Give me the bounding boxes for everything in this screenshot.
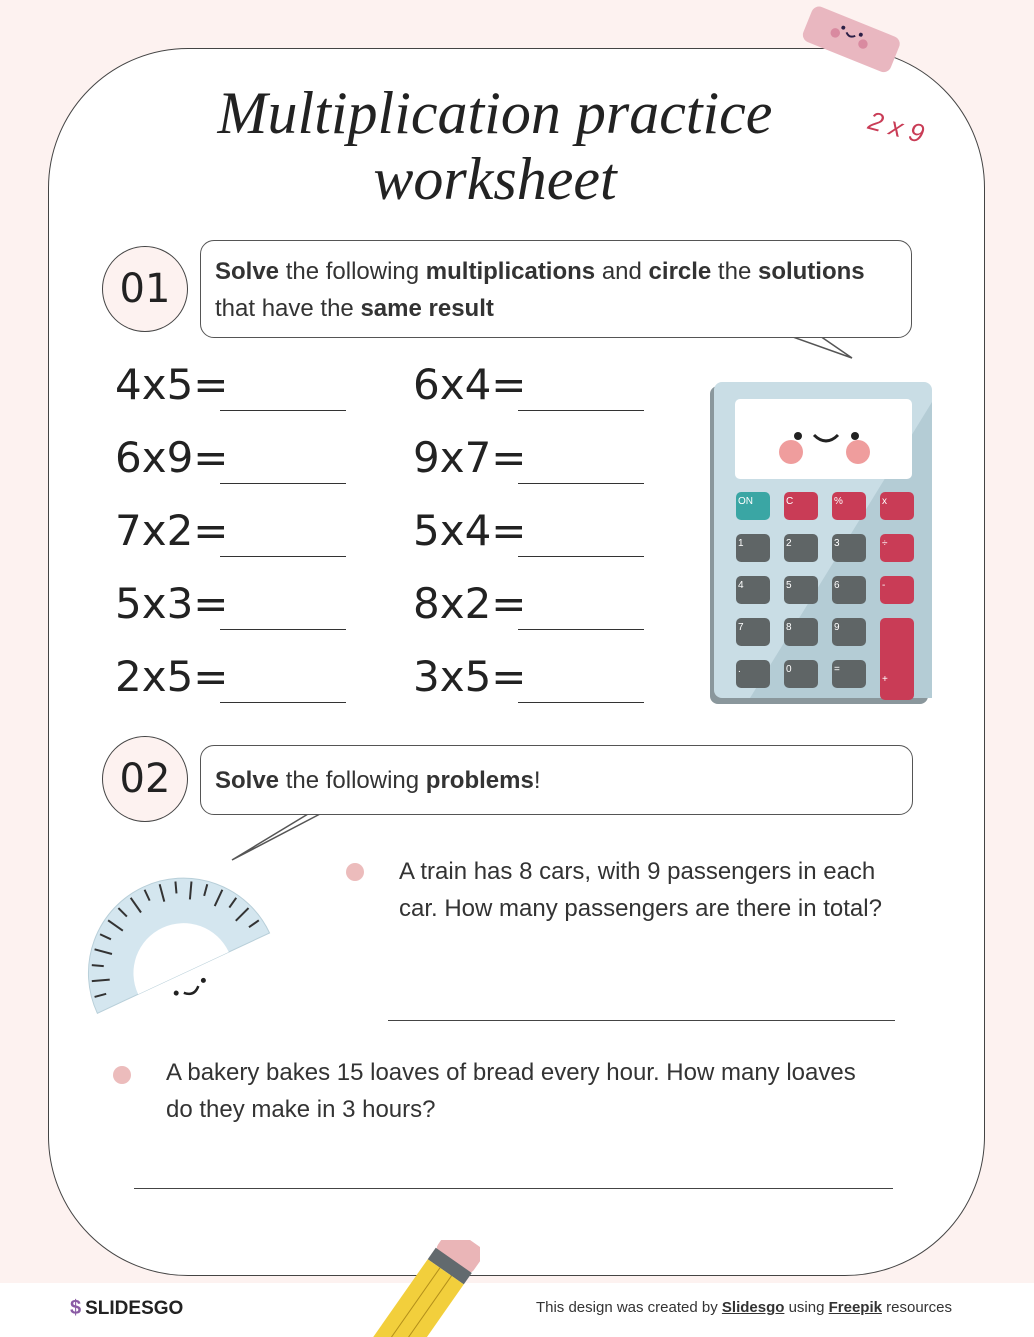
instruction-fragment: that have the bbox=[215, 295, 361, 322]
calculator-key-label: 8 bbox=[786, 622, 792, 633]
calculator-key-label: % bbox=[834, 496, 843, 507]
slidesgo-logo[interactable] bbox=[70, 1297, 183, 1320]
instruction-fragment: the following bbox=[279, 767, 426, 794]
answer-line[interactable] bbox=[518, 629, 644, 630]
instruction-fragment: the following bbox=[279, 258, 426, 285]
calculator-key-label: 3 bbox=[834, 538, 840, 549]
pencil-illustration bbox=[320, 1240, 480, 1337]
calculator-key-label: - bbox=[882, 580, 886, 591]
instruction-fragment: same result bbox=[360, 295, 494, 322]
calculator-key-label: ÷ bbox=[882, 538, 888, 549]
eraser-illustration bbox=[796, 2, 906, 86]
cheek-icon bbox=[779, 440, 803, 464]
answer-line-1[interactable] bbox=[388, 1020, 895, 1021]
equation: 9x7= bbox=[413, 433, 527, 482]
problem-1: A train has 8 cars, with 9 passengers in each car. How many passengers are there in total? bbox=[399, 858, 882, 922]
problem-2: A bakery bakes 15 loaves of bread every hour. How many loaves do they make in 3 hours? bbox=[166, 1059, 856, 1123]
calculator-key bbox=[736, 660, 770, 688]
calculator-key-label: 9 bbox=[834, 622, 840, 633]
calculator-key-label: 2 bbox=[786, 538, 792, 549]
answer-line[interactable] bbox=[518, 410, 644, 411]
equation: 2x5= bbox=[115, 652, 229, 701]
instruction-bubble-1 bbox=[200, 240, 912, 338]
answer-line[interactable] bbox=[518, 556, 644, 557]
credit-suffix: resources bbox=[881, 1299, 952, 1316]
equation: 6x9= bbox=[115, 433, 229, 482]
logo-text: SLIDESGO bbox=[85, 1297, 184, 1319]
instruction-fragment: Solve bbox=[215, 767, 280, 794]
cheek-icon bbox=[846, 440, 870, 464]
instruction-fragment: solutions bbox=[757, 258, 865, 285]
equation: 7x2= bbox=[115, 506, 229, 555]
answer-line-2[interactable] bbox=[134, 1188, 893, 1189]
page-title: Multiplication practice worksheet bbox=[217, 80, 773, 212]
calculator-key-label: C bbox=[786, 496, 794, 507]
answer-line[interactable] bbox=[518, 702, 644, 703]
doodle-text: 2 x 9 bbox=[865, 105, 928, 149]
bullet-icon bbox=[113, 1066, 131, 1084]
freepik-link[interactable]: Freepik bbox=[828, 1299, 882, 1316]
calculator-key-label: 0 bbox=[786, 664, 792, 675]
credit-mid: using bbox=[784, 1299, 829, 1316]
instruction-fragment: Solve bbox=[215, 258, 280, 285]
answer-line[interactable] bbox=[220, 702, 346, 703]
answer-line[interactable] bbox=[220, 629, 346, 630]
answer-line[interactable] bbox=[220, 556, 346, 557]
answer-line[interactable] bbox=[518, 483, 644, 484]
answer-line[interactable] bbox=[220, 410, 346, 411]
instruction-fragment: multiplications bbox=[425, 258, 596, 285]
instruction-fragment: problems bbox=[425, 767, 534, 794]
protractor-illustration bbox=[70, 845, 285, 1035]
calculator-illustration bbox=[710, 382, 932, 704]
equation: 8x2= bbox=[413, 579, 527, 628]
equation: 3x5= bbox=[413, 652, 527, 701]
equation: 5x3= bbox=[115, 579, 229, 628]
calculator-key-label: 7 bbox=[738, 622, 744, 633]
eye-icon bbox=[851, 432, 859, 440]
calculator-key-label: . bbox=[738, 664, 741, 675]
calculator-key-label: 4 bbox=[738, 580, 744, 591]
calculator-key-label: 5 bbox=[786, 580, 792, 591]
calculator-key-label: + bbox=[882, 674, 888, 685]
equation: 4x5= bbox=[115, 360, 229, 409]
section-number-2: 02 bbox=[102, 736, 188, 822]
equation: 6x4= bbox=[413, 360, 527, 409]
calculator-key-label: 1 bbox=[738, 538, 744, 549]
section-number-1: 01 bbox=[102, 246, 188, 332]
calculator-key-label: 6 bbox=[834, 580, 840, 591]
calculator-key-label: ON bbox=[738, 496, 753, 507]
instruction-fragment: circle bbox=[648, 258, 712, 285]
answer-line[interactable] bbox=[220, 483, 346, 484]
credit-text bbox=[536, 1299, 952, 1316]
calculator-key-label: x bbox=[882, 496, 887, 507]
instruction-fragment: and bbox=[595, 258, 649, 285]
instruction-fragment: ! bbox=[533, 767, 541, 794]
calculator-screen bbox=[735, 399, 912, 479]
instruction-bubble-2 bbox=[200, 745, 913, 815]
calculator-key bbox=[880, 618, 914, 700]
instruction-fragment: the bbox=[711, 258, 758, 285]
eye-icon bbox=[794, 432, 802, 440]
slidesgo-link[interactable]: Slidesgo bbox=[721, 1299, 785, 1316]
equation: 5x4= bbox=[413, 506, 527, 555]
calculator-key-label: = bbox=[834, 664, 840, 675]
slidesgo-logo-icon: $ bbox=[70, 1297, 82, 1319]
bullet-icon bbox=[346, 863, 364, 881]
credit-prefix: This design was created by bbox=[535, 1299, 722, 1316]
